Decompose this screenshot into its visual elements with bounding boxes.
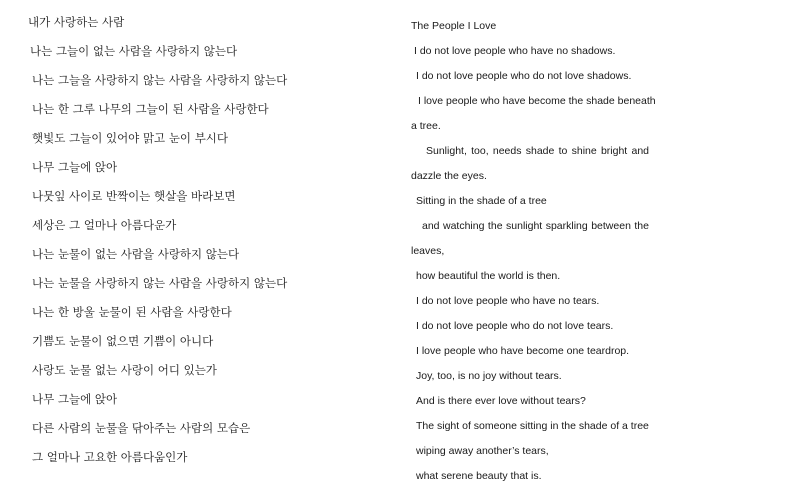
korean-line: 나는 눈물을 사랑하지 않는 사람을 사랑하지 않는다 — [32, 276, 288, 290]
korean-line: 다른 사람의 눈물을 닦아주는 사람의 모습은 — [32, 421, 251, 435]
english-line: a tree. — [411, 120, 441, 132]
korean-line: 사랑도 눈물 없는 사랑이 어디 있는가 — [32, 363, 217, 377]
korean-line: 나는 그늘을 사랑하지 않는 사람을 사랑하지 않는다 — [32, 73, 288, 87]
english-line: wiping away another’s tears, — [416, 445, 549, 457]
english-line: The sight of someone sitting in the shade of a tree — [416, 420, 649, 432]
english-line: I do not love people who do not love shadows. — [416, 70, 632, 82]
korean-line: 나는 한 방울 눈물이 된 사람을 사랑한다 — [32, 305, 232, 319]
english-title: The People I Love — [411, 20, 497, 32]
korean-line: 나는 한 그루 나무의 그늘이 된 사람을 사랑한다 — [32, 102, 269, 116]
english-line: And is there ever love without tears? — [416, 395, 586, 407]
english-line: and watching the sunlight sparkling between the — [422, 220, 649, 232]
korean-line: 나무 그늘에 앉아 — [32, 160, 118, 174]
korean-line: 나는 눈물이 없는 사람을 사랑하지 않는다 — [32, 247, 240, 261]
english-line: Joy, too, is no joy without tears. — [416, 370, 562, 382]
english-line: I love people who have become the shade beneath — [418, 95, 656, 107]
korean-line: 햇빛도 그늘이 있어야 맑고 눈이 부시다 — [32, 131, 229, 145]
english-line: I do not love people who do not love tears. — [416, 320, 614, 332]
english-line: leaves, — [411, 245, 445, 257]
korean-line: 나뭇잎 사이로 반짝이는 햇살을 바라보면 — [32, 189, 236, 203]
english-line: Sitting in the shade of a tree — [416, 195, 547, 207]
english-line: what serene beauty that is. — [416, 470, 542, 482]
english-line: Sunlight, too, needs shade to shine bright and — [426, 145, 649, 157]
english-line: how beautiful the world is then. — [416, 270, 561, 282]
english-line: I do not love people who have no tears. — [416, 295, 600, 307]
korean-line: 나무 그늘에 앉아 — [32, 392, 118, 406]
korean-title: 내가 사랑하는 사람 — [28, 15, 125, 29]
english-line: I love people who have become one teardrop. — [416, 345, 630, 357]
english-line: I do not love people who have no shadows. — [414, 45, 616, 57]
korean-line: 그 얼마나 고요한 아름다움인가 — [32, 450, 188, 464]
english-line: dazzle the eyes. — [411, 170, 487, 182]
korean-line: 나는 그늘이 없는 사람을 사랑하지 않는다 — [30, 44, 238, 58]
korean-line: 세상은 그 얼마나 아름다운가 — [32, 218, 177, 232]
korean-line: 기쁨도 눈물이 없으면 기쁨이 아니다 — [32, 334, 214, 348]
